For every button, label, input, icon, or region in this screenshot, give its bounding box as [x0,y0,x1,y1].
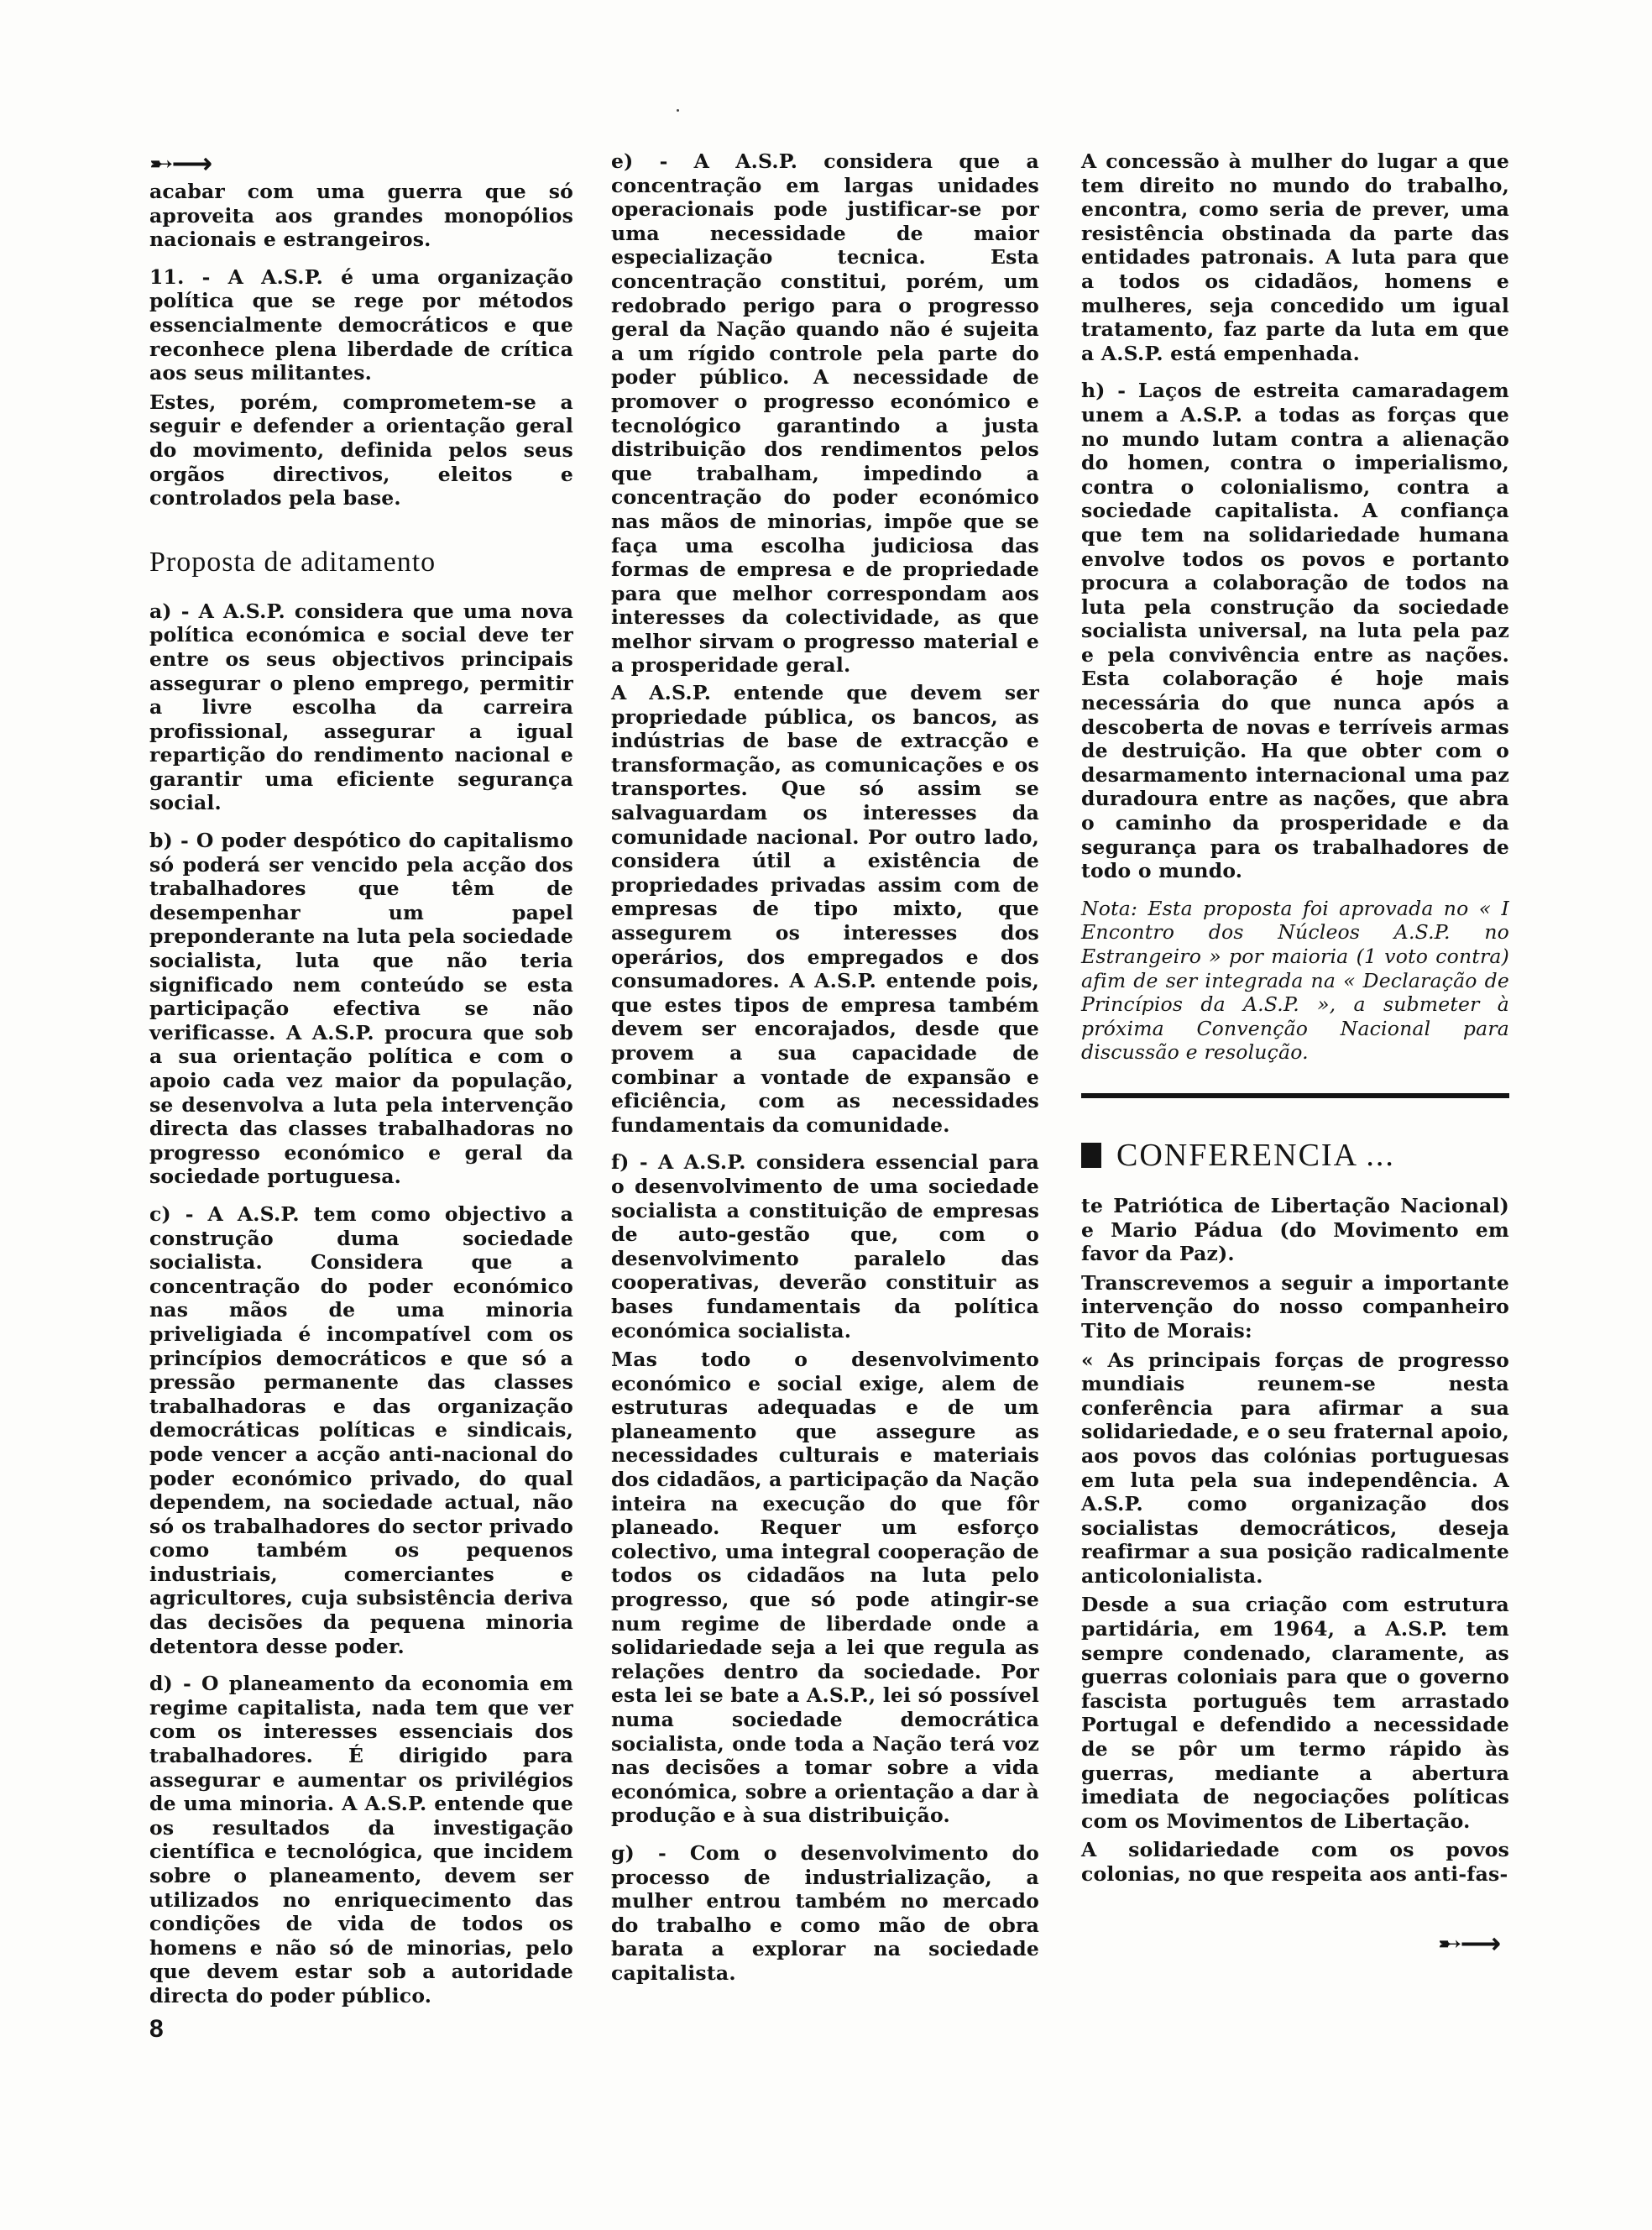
paragraph-a: a) - A A.S.P. considera que uma nova política económica e social deve ter entre os seus objectivos principais assegurar o pleno emprego, permitir a livre escolha da carreira profissional, assegurar a igual repartição do rendimento nacional e garantir uma eficiente segurança social. [149,599,573,815]
conference-paragraph-2: Transcrevemos a seguir a importante intervenção do nosso companheiro Tito de Morais: [1081,1270,1509,1343]
paragraph-g: g) - Com o desenvolvimento do processo de industrialização, a mulher entrou também no mercado do trabalho e como mão de obra barata a explorar na sociedade capitalista. [611,1840,1039,1985]
column-3 [1081,149,1509,1900]
continuation-arrow-icon: ➸⟶ [149,147,212,181]
paragraph-g-continued: A concessão à mulher do lugar a que tem direito no mundo do trabalho, encontra, como seria de prever, uma resistência obstinada da parte das entidades patronais. A luta para que a todos os cidadãos, homens e mulheres, seja concedido um igual tratamento, faz parte da luta em que a A.S.P. está empenhada. [1081,149,1509,365]
paragraph-11b: Estes, porém, comprometem-se a seguir e defender a orientação geral do movimento, definida pelos seus orgãos directivos, eleitos e controlados pela base. [149,390,573,510]
editorial-note: Nota: Esta proposta foi aprovada no « I Encontro dos Núcleos A.S.P. no Estrangeiro » por maioria (1 voto contra) afim de ser integrada na « Declaração de Princípios da A.S.P. », a submeter à próxima Convenção Nacional para discussão e resolução. [1081,896,1509,1065]
page-number: 8 [149,2015,164,2043]
paragraph-b: b) - O poder despótico do capitalismo só poderá ser vencido pela acção dos trabalhadores que têm de desempenhar um papel preponderante na luta pela sociedade socialista, luta que não teria significado nem conteúdo se esta participação efectiva se não verificasse. A A.S.P. procura que sob a sua orientação política e com o apoio cada vez maior da população, se desenvolva a luta pela intervenção directa das classes trabalhadoras no progresso económico e geral da sociedade portuguesa. [149,829,573,1189]
print-speck [677,109,679,112]
conference-paragraph-5: A solidariedade com os povos colonias, no que respeita aos anti-fas- [1081,1838,1509,1886]
section-heading: Proposta de aditamento [149,546,437,578]
column-1 [149,149,573,2022]
paragraph-d: d) - O planeamento da economia em regime capitalista, nada tem que ver com os interesses essenciais dos trabalhadores. É dirigido para assegurar e aumentar os privilégios de uma minoria. A A.S.P. entende que os resultados da investigação científica e tecnológica, que incidem sobre o planeamento, devem ser utilizados no enriquecimento das condições de vida de todos os homens e não só de minorias, pelo que devem estar sob a autoridade directa do poder público. [149,1672,573,2008]
continue-arrow-icon: ➸⟶ [1438,1927,1500,1960]
paragraph-f-b: Mas todo o desenvolvimento económico e social exige, alem de estruturas adequadas e de um planeamento que assegure as necessidades culturais e materiais dos cidadãos, a participação da Nação inteira na execução do que fôr planeado. Requer um esforço colectivo, uma integral cooperação de todos os cidadãos na luta pelo progresso, que só pode atingir-se num regime de liberdade onde a solidariedade seja a lei que regula as relações dentro da sociedade. Por esta lei se bate a A.S.P., lei só possível numa sociedade democrática socialista, onde toda a Nação terá voz nas decisões a tomar sobre a vida económica, sobre a orientação a dar à produção e à sua distribuição. [611,1348,1040,1828]
bullet-square-icon [1081,1143,1101,1168]
conference-heading [1081,1137,1509,1174]
paragraph-c: c) - A A.S.P. tem como objectivo a construção duma sociedade socialista. Considera que a concentração do poder económico nas mãos de uma minoria priveligiada é incompatível com os princípios democráticos e que só a pressão permanente das classes trabalhadoras e das organização democráticas políticas e sindicais, pode vencer a acção anti-nacional do poder económico privado, do qual dependem, na sociedade actual, não só os trabalhadores do sector privado como também os pequenos industriais, comerciantes e agricultores, cuja subsistência deriva das decisões da pequena minoria detentora desse poder. [149,1201,573,1658]
paragraph-e-b: A A.S.P. entende que devem ser propriedade pública, os bancos, as indústrias de base de extracção e transformação, as comunicações e os transportes. Que só assim se salvaguardam os interesses da comunidade nacional. Por outro lado, considera útil a existência de propriedades privadas assim com de empresas de tipo mixto, que assegurem os interesses dos operários, dos empregados e dos consumadores. A A.S.P. entende pois, que estes tipos de empresa também devem ser encorajados, desde que provem a sua capacidade de combinar a vontade de expansão e eficiência, com as necessidades fundamentais da comunidade. [611,681,1039,1137]
conference-paragraph-1: te Patriótica de Libertação Nacional) e Mario Pádua (do Movimento em favor da Paz). [1081,1193,1509,1266]
section-divider [1081,1093,1509,1098]
conference-paragraph-4: Desde a sua criação com estrutura partidária, em 1964, a A.S.P. tem sempre condenado, claramente, as guerras coloniais para que o governo fascista português tem arrastado Portugal e defendido a necessidade de se pôr um termo rápido às guerras, mediante a abertura imediata de negociações políticas com os Movimentos de Libertação. [1081,1593,1509,1833]
paragraph-e-a: e) - A A.S.P. considera que a concentração em largas unidades operacionais pode justificar-se por uma necessidade de maior especialização tecnica. Esta concentração constitui, porém, um redobrado perigo para o progresso geral da Nação quando não é sujeita a um rígido controle pela parte do poder público. A necessidade de promover o progresso económico e tecnológico garantindo a justa distribuição dos rendimentos pelos que trabalham, impedindo a concentração do poder económico nas mãos de minorias, impõe que se faça uma escolha judiciosa das formas de empresa e de propriedade para que melhor correspondam aos interesses da colectividade, as que melhor sirvam o progresso material e a prosperidade geral. [611,149,1039,678]
paragraph-continued: acabar com uma guerra que só aproveita aos grandes monopólios nacionais e estrangeiros. [149,180,573,252]
column-2 [611,149,1039,1999]
conference-heading-text: CONFERENCIA ... [1116,1137,1395,1173]
paragraph-h: h) - Laços de estreita camaradagem unem a A.S.P. a todas as forças que no mundo lutam contra a alienação do homen, contra o imperialismo, contra o colonialismo, contra a sociedade capitalista. A confiança que tem na solidariedade humana envolve todos os povos e portanto procura a colaboração de todos na luta pela construção da sociedade socialista universal, na luta pela paz e pela convivência entre as nações. Esta colaboração é hoje mais necessária do que nunca após a descoberta de novas e terríveis armas de destruição. Ha que obter com o desarmamento internacional uma paz duradoura entre as nações, que abra o caminho da prosperidade e da segurança para os trabalhadores de todo o mundo. [1081,379,1509,883]
paragraph-11a: 11. - A A.S.P. é uma organização política que se rege por métodos essencialmente democráticos e que reconhece plena liberdade de crítica aos seus militantes. [149,264,573,385]
conference-paragraph-3: « As principais forças de progresso mundiais reunem-se nesta conferência para afirmar a sua solidariedade, e o seu fraternal apoio, aos povos das colónias portuguesas em luta pela sua independência. A A.S.P. como organização dos socialistas democráticos, deseja reafirmar a sua posição radicalmente anticolonialista. [1081,1348,1509,1588]
paragraph-f-a: f) - A A.S.P. considera essencial para o desenvolvimento de uma sociedade socialista a constituição de empresas de auto-gestão que, com o desenvolvimento paralelo das cooperativas, deverão constituir as bases fundamentais da política económica socialista. [611,1150,1039,1343]
